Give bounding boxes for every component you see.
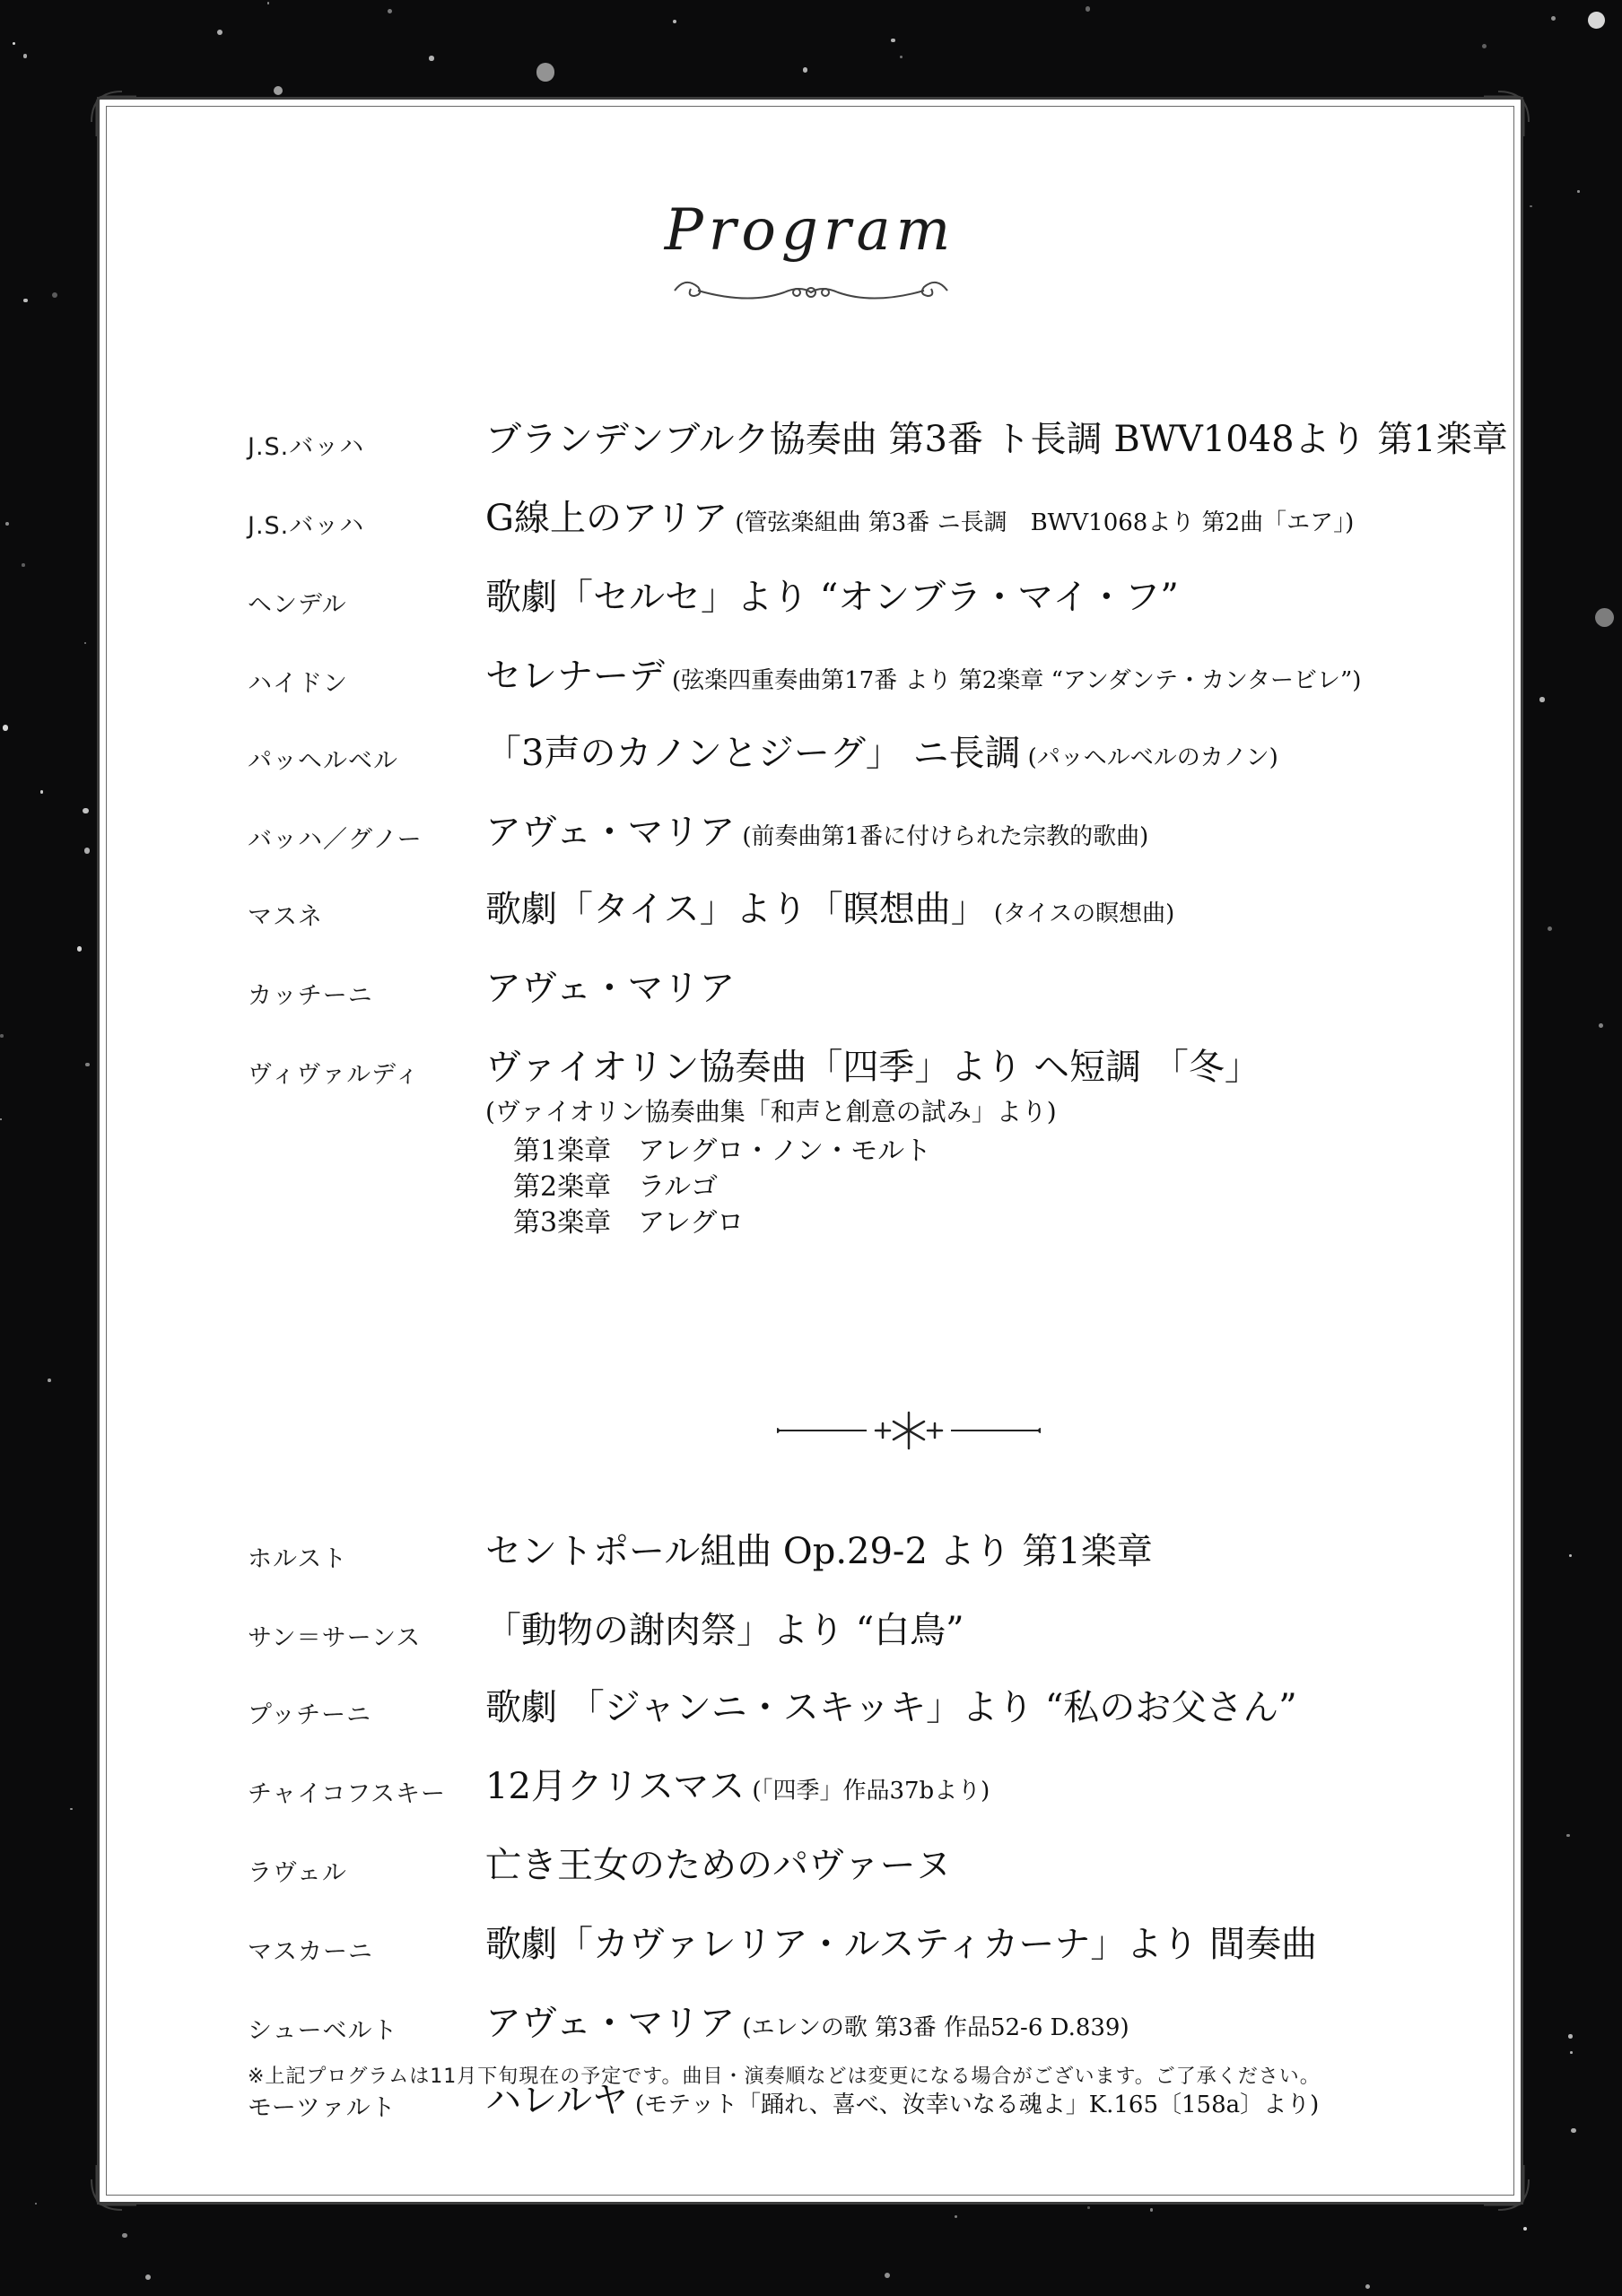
list-item [248,411,1508,474]
list-item [248,1758,1486,1821]
snow-dot [1482,44,1487,48]
piece-note: (前奏曲第1番に付けられた宗教的歌曲) [742,823,1149,850]
composer-name: シューベルト [248,2017,398,2045]
piece-title: ハレルヤ (モテット「踊れ、喜べ、汝幸いなる魂よ」K.165〔158a〕より) [485,2080,1320,2121]
snow-dot [70,1808,73,1811]
snow-dot [22,563,25,567]
composer-name: サン＝サーンス [248,1624,422,1652]
snow-dot [267,2,269,4]
list-item [248,1523,1486,1586]
list-item [248,490,1486,552]
piece-title: アヴェ・マリア (エレンの歌 第3番 作品52-6 D.839) [485,2003,1129,2044]
composer-name: J.S.バッハ [248,512,365,540]
snow-dot [0,1118,2,1120]
snow-dot [536,63,554,81]
snow-dot [1539,697,1544,701]
snow-dot [1577,190,1579,192]
piece-note: (「四季」作品37bより) [752,1778,990,1805]
snow-dot [145,2274,151,2280]
snow-dot [388,9,392,13]
snow-dot [891,39,894,42]
snow-dot [885,2273,890,2278]
composer-name: J.S.バッハ [248,433,365,461]
snow-dot [1365,2284,1371,2290]
snow-dot [23,54,28,58]
snow-dot [1523,2227,1527,2231]
movement-item: 第1楽章 アレグロ・ノン・モルト [513,1135,932,1167]
snowflake-divider-icon [777,1408,1041,1453]
piece-title: 12月クリスマス (「四季」作品37bより) [485,1766,990,1807]
snow-dot [217,30,222,35]
flourish-icon [667,273,955,309]
list-item [248,1916,1486,1979]
piece-title: 「動物の謝肉祭」より “白鳥” [485,1610,964,1651]
snow-dot [1087,2206,1090,2209]
list-item [248,881,1486,944]
snow-dot [1595,608,1614,627]
snow-dot [1548,926,1552,931]
list-item [248,725,1486,787]
piece-note: (モテット「踊れ、喜べ、汝幸いなる魂よ」K.165〔158a〕より) [635,2092,1320,2118]
composer-name: ラヴェル [248,1859,347,1887]
snow-dot [1569,1554,1572,1557]
snow-dot [0,1034,4,1038]
snow-dot [23,299,28,303]
piece-note: (弦楽四重奏曲第17番 より 第2楽章 “アンダンテ・カンタービレ”) [672,667,1362,694]
snow-dot [35,2203,37,2205]
list-item [248,804,1486,866]
snow-dot [955,2215,958,2219]
list-item [248,1995,1486,2057]
composer-name: モーツァルト [248,2094,397,2122]
list-item [248,960,1486,1022]
snow-dot [673,20,676,23]
snow-dot [85,1063,89,1066]
piece-title: 歌劇「タイス」より「瞑想曲」 (タイスの瞑想曲) [485,889,1175,930]
snow-dot [48,1378,51,1382]
composer-name: バッハ／グノー [248,826,423,854]
snow-dot [1086,6,1090,11]
snow-dot [84,642,86,644]
page-title: Program [664,197,956,264]
snow-dot [122,2233,126,2238]
snow-dot [1570,2051,1573,2054]
list-item [248,648,1486,710]
footnote: ※上記プログラムは11月下旬現在の予定です。曲目・演奏順などは変更になる場合がございます。ご了承ください。 [248,2066,1321,2088]
piece-note: (エレンの歌 第3番 作品52-6 D.839) [742,2014,1129,2041]
snow-dot [1551,16,1556,21]
snow-dot [13,42,15,45]
composer-name: ハイドン [248,670,348,698]
piece-subtitle: (ヴァイオリン協奏曲集「和声と創意の試み」より) [485,1097,1057,1126]
snow-dot [77,946,82,951]
snow-dot [1530,205,1531,207]
list-item [248,1602,1486,1665]
snow-dot [1150,2208,1154,2212]
piece-title: アヴェ・マリア [485,968,736,1009]
snow-dot [40,790,44,794]
composer-name: チャイコフスキー [248,1780,447,1808]
composer-name: プッチーニ [248,1701,372,1729]
corner-ornament-icon [1484,2165,1534,2215]
piece-title: 歌劇 「ジャンニ・スキッキ」より “私のお父さん” [485,1687,1297,1728]
piece-title: ブランデンブルク協奏曲 第3番 ト長調 BWV1048より 第1楽章 [485,419,1508,460]
piece-title: 「3声のカノンとジーグ」 ニ長調 (パッヘルベルのカノン) [485,733,1278,774]
snow-dot [1599,1023,1603,1028]
piece-title: G線上のアリア (管弦楽組曲 第3番 ニ長調 BWV1068より 第2曲「エア」) [485,498,1355,539]
snow-dot [1568,2034,1572,2038]
list-item [248,1679,1486,1742]
movement-item: 第2楽章 ラルゴ [513,1171,719,1203]
composer-name: カッチーニ [248,982,373,1010]
composer-name: ホルスト [248,1545,348,1573]
program-card [97,97,1523,2205]
snow-dot [1566,1834,1569,1837]
snow-dot [84,848,91,854]
piece-title: アヴェ・マリア (前奏曲第1番に付けられた宗教的歌曲) [485,812,1149,853]
snow-dot [274,86,283,95]
corner-ornament-icon [1484,86,1534,136]
piece-title: 亡き王女のためのパヴァーヌ [485,1845,952,1886]
snow-dot [803,67,808,73]
list-item [248,1837,1486,1900]
corner-ornament-icon [86,2165,136,2215]
piece-title: ヴァイオリン協奏曲「四季」より ヘ短調 「冬」 [485,1047,1260,1088]
snow-dot [1588,12,1605,29]
composer-name: ヘンデル [248,591,347,619]
list-item [248,569,1486,631]
piece-title: 歌劇「カヴァレリア・ルスティカーナ」より 間奏曲 [485,1924,1318,1965]
composer-name: マスカーニ [248,1938,373,1966]
composer-name: マスネ [248,903,323,931]
snow-dot [83,808,89,814]
snow-dot [429,56,434,61]
piece-note: (管弦楽組曲 第3番 ニ長調 BWV1068より 第2曲「エア」) [735,509,1355,536]
composer-name: パッヘルベル [248,747,398,775]
piece-note: (パッヘルベルのカノン) [1027,744,1278,771]
snow-dot [52,292,57,298]
snow-dot [3,725,8,730]
snow-dot [900,56,903,59]
piece-title: セントポール組曲 Op.29-2 より 第1楽章 [485,1531,1153,1572]
piece-title: 歌劇「セルセ」より “オンブラ・マイ・フ” [485,577,1179,618]
piece-title: セレナーデ (弦楽四重奏曲第17番 より 第2楽章 “アンダンテ・カンタービレ”) [485,656,1362,697]
piece-note: (タイスの瞑想曲) [993,900,1175,927]
snow-dot [1571,2128,1576,2134]
corner-ornament-icon [86,86,136,136]
composer-name: ヴィヴァルディ [248,1061,420,1089]
movement-item: 第3楽章 アレグロ [513,1207,745,1239]
snow-dot [5,522,9,526]
